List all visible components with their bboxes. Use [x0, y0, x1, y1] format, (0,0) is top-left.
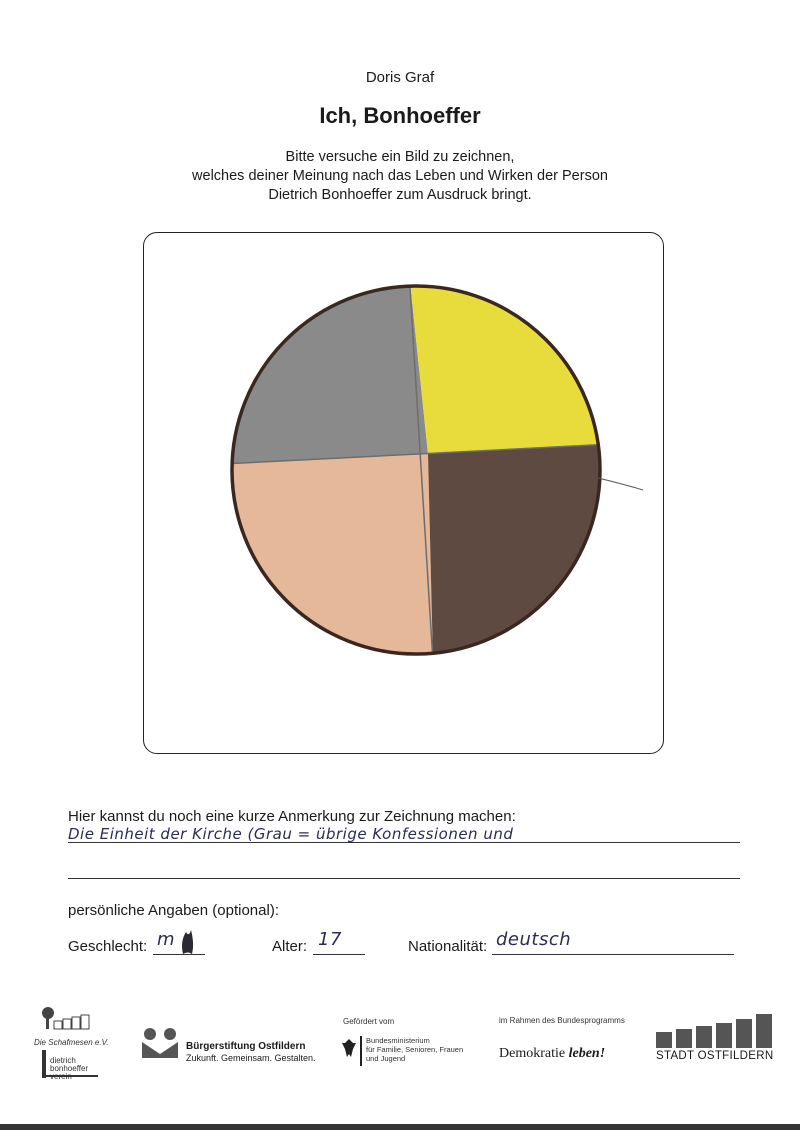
ministry-line-2: für Familie, Senioren, Frauen: [366, 1045, 464, 1054]
nationality-line: [492, 954, 734, 955]
schafmesen-label: Die Schafmesen e.V.: [34, 1038, 109, 1047]
remark-line-1: [68, 842, 740, 843]
instruction-line-1: Bitte versuche ein Bild zu zeichnen,: [285, 149, 515, 165]
author-name: Doris Graf: [365, 69, 435, 86]
bonhoeffer-verein-line-1: dietrich: [50, 1056, 76, 1065]
age-line: [313, 954, 365, 955]
quadrant-yellow: [409, 272, 613, 454]
instruction-line-2: welches deiner Meinung nach das Leben und Wirken der Person: [192, 168, 608, 184]
federal-eagle-icon: [341, 1037, 357, 1059]
program-context: im Rahmen des Bundesprogramms: [499, 1016, 625, 1025]
instruction-line-3: Dietrich Bonhoeffer zum Ausdruck bringt.: [268, 187, 532, 203]
personal-heading: persönliche Angaben (optional):: [68, 902, 279, 919]
remark-line-2: [68, 878, 740, 879]
page-title: Ich, Bonhoeffer: [319, 103, 481, 128]
ministry-flag-bar: [360, 1036, 362, 1066]
stadt-ostfildern-name: STADT OSTFILDERN: [656, 1050, 774, 1062]
bonhoeffer-verein-bar: [42, 1050, 46, 1078]
gender-value: m: [157, 929, 176, 950]
drawing-canvas: [143, 232, 664, 754]
buergerstiftung-name: Bürgerstiftung Ostfildern: [186, 1041, 306, 1052]
quadrant-brown: [428, 444, 613, 662]
nationality-value: deutsch: [496, 929, 572, 950]
scribble-mark: [178, 928, 196, 956]
program-name: [499, 1046, 605, 1062]
remark-handwritten-line-1: Die Einheit der Kirche (Grau = übrige Konfessionen und: [68, 825, 514, 843]
quadrant-grey: [223, 272, 428, 464]
ministry-line-1: Bundesministerium: [366, 1036, 430, 1045]
bonhoeffer-verein-logo: [50, 1057, 88, 1081]
ministry-name: [366, 1036, 463, 1063]
pie-quadrants: [223, 272, 613, 662]
bonhoeffer-verein-line-2: bonhoeffer: [50, 1064, 89, 1073]
gender-line: [153, 954, 205, 955]
bonhoeffer-verein-line-3: verein: [50, 1072, 72, 1081]
ministry-supported: Gefördert vom: [343, 1017, 395, 1026]
stadt-ostfildern-logo-icon: [656, 1012, 774, 1048]
scan-edge: [0, 1124, 800, 1130]
age-label: Alter:: [272, 938, 308, 955]
stray-pencil-mark: [598, 478, 643, 490]
gender-label: Geschlecht:: [68, 938, 148, 955]
remark-label: Hier kannst du noch eine kurze Anmerkung zur Zeichnung machen:: [68, 808, 516, 825]
nationality-label: Nationalität:: [408, 938, 488, 955]
program-name-part1: Demokratie: [499, 1046, 566, 1061]
buergerstiftung-tagline: Zukunft. Gemeinsam. Gestalten.: [186, 1053, 316, 1063]
program-name-part2: leben!: [568, 1046, 606, 1061]
age-value: 17: [318, 929, 342, 950]
buergerstiftung-logo-icon: [140, 1026, 180, 1060]
schafmesen-logo-icon: [36, 1003, 96, 1041]
ministry-line-3: und Jugend: [366, 1054, 406, 1063]
